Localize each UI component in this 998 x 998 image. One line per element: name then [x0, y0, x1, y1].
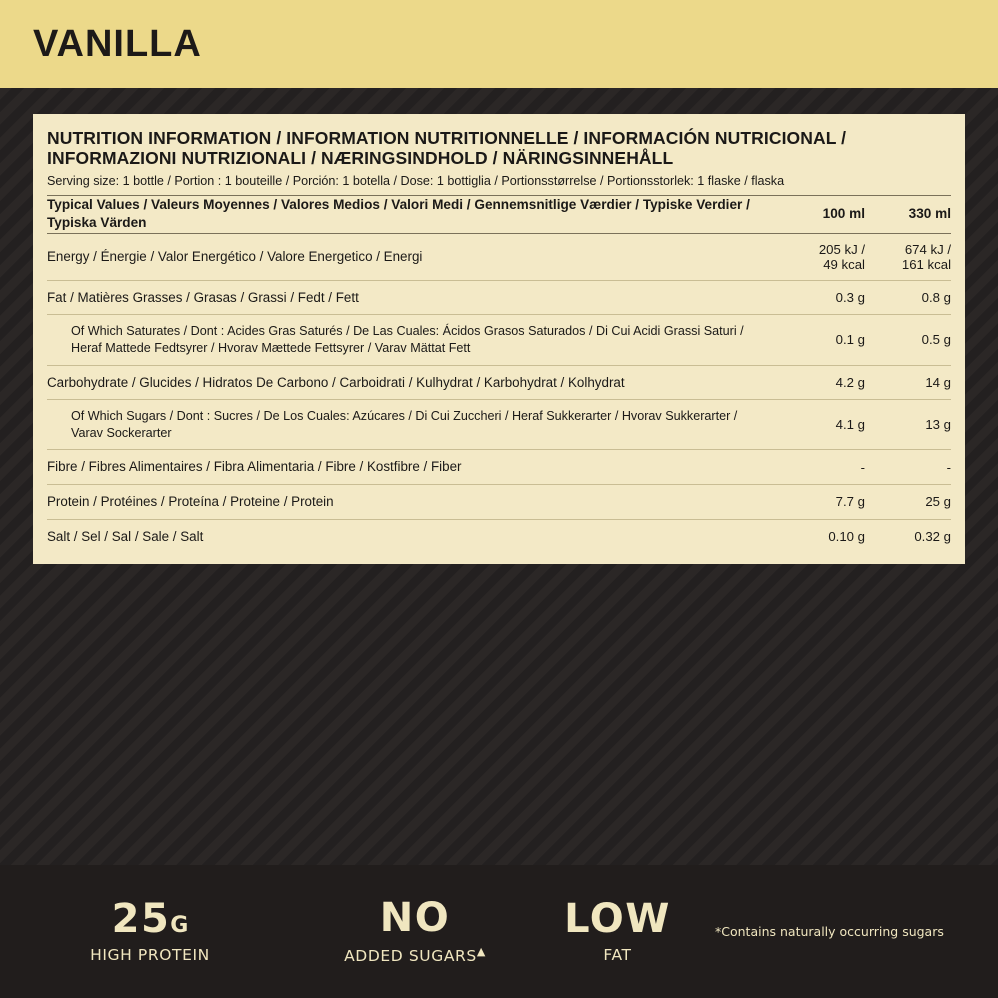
table-row	[47, 233, 951, 280]
claim-sugars-value: NO	[379, 894, 451, 941]
nutrient-value-100ml: 4.2 g	[779, 365, 865, 400]
table-header-row	[47, 195, 951, 233]
claim-added-sugars	[300, 894, 530, 966]
nutrient-label: Of Which Sugars / Dont : Sucres / De Los Cuales: Azúcares / Di Cui Zuccheri / Heraf Sukkerarter / Hvorav Sukkerarter / Varav Sockerarter	[47, 400, 779, 450]
serving-size: Serving size: 1 bottle / Portion : 1 bouteille / Porción: 1 botella / Dose: 1 bottiglia / Portionsstørrelse / Portionsstorlek: 1 flaske / flaska	[47, 173, 785, 188]
table-row	[47, 315, 951, 365]
table-row	[47, 450, 951, 485]
table-row	[47, 365, 951, 400]
claim-protein-number: 25	[111, 896, 171, 942]
column-header-330ml: 330 ml	[865, 195, 951, 233]
nutrient-label: Carbohydrate / Glucides / Hidratos De Carbono / Carboidrati / Kulhydrat / Karbohydrat / Kolhydrat	[47, 365, 779, 400]
nutrient-value-330ml: -	[865, 450, 951, 485]
nutrient-value-330ml: 14 g	[865, 365, 951, 400]
table-row	[47, 400, 951, 450]
nutrition-table	[47, 195, 951, 554]
nutrient-value-330ml: 0.8 g	[865, 280, 951, 315]
flavour-band	[0, 0, 998, 88]
nutrient-label: Protein / Protéines / Proteína / Proteine / Protein	[47, 485, 779, 520]
nutrient-value-100ml: -	[779, 450, 865, 485]
nutrient-value-330ml: 25 g	[865, 485, 951, 520]
nutrient-value-100ml	[779, 233, 865, 280]
claims-bar	[0, 865, 998, 998]
nutrient-label: Fibre / Fibres Alimentaires / Fibra Alimentaria / Fibre / Kostfibre / Fiber	[47, 450, 779, 485]
table-row	[47, 519, 951, 553]
nutrient-value-100ml: 0.10 g	[779, 519, 865, 553]
value-line-2: 161 kcal	[901, 256, 951, 272]
typical-values-label: Typical Values / Valeurs Moyennes / Valores Medios / Valori Medi / Gennemsnitlige Værdier / Typiske Verdier / Typiska Värden	[47, 195, 779, 233]
nutrient-value-100ml: 7.7 g	[779, 485, 865, 520]
nutrient-label: Energy / Énergie / Valor Energético / Valore Energetico / Energi	[47, 248, 423, 264]
nutrient-label: Salt / Sel / Sal / Sale / Salt	[47, 519, 779, 553]
footnote-marker-icon: ▲	[476, 944, 486, 958]
nutrient-value-330ml: 13 g	[865, 400, 951, 450]
value-line-2: 49 kcal	[823, 256, 865, 272]
column-header-100ml: 100 ml	[779, 195, 865, 233]
value-line-1: 205 kJ /	[818, 241, 865, 257]
nutrition-panel	[33, 114, 965, 564]
nutrient-value-100ml: 0.3 g	[779, 280, 865, 315]
table-row	[47, 485, 951, 520]
claims-footnote: *Contains naturally occurring sugars	[715, 923, 944, 939]
flavour-title: VANILLA	[33, 22, 202, 65]
claim-sugars-text: ADDED SUGARS	[344, 947, 477, 966]
claim-fat-value: LOW	[564, 896, 671, 942]
claim-protein	[0, 896, 300, 964]
nutrient-value-100ml: 0.1 g	[779, 315, 865, 365]
nutrient-label: Of Which Saturates / Dont : Acides Gras Saturés / De Las Cuales: Ácidos Grasos Saturados / Di Cui Acidi Grassi Saturi / Heraf Mattede Fedtsyrer / Hvorav Mættede Fettsyrer / Varav Mättat Fett	[47, 315, 779, 365]
claim-protein-value	[0, 896, 300, 942]
claim-fat-label: FAT	[603, 946, 632, 964]
claim-low-fat	[530, 896, 705, 964]
table-row	[47, 280, 951, 315]
claim-protein-label: HIGH PROTEIN	[90, 946, 210, 964]
value-line-1: 674 kJ /	[904, 241, 951, 257]
nutrient-value-100ml: 4.1 g	[779, 400, 865, 450]
claim-protein-unit: G	[170, 913, 189, 938]
claim-sugars-label	[300, 945, 530, 965]
nutrient-value-330ml: 0.32 g	[865, 519, 951, 553]
nutrition-heading: NUTRITION INFORMATION / INFORMATION NUTRITIONNELLE / INFORMACIÓN NUTRICIONAL / INFORMAZIONI NUTRIZIONALI / NÆRINGSINDHOLD / NÄRINGSINNEHÅLL	[47, 128, 847, 169]
nutrient-value-330ml	[865, 233, 951, 280]
nutrient-label: Fat / Matières Grasses / Grasas / Grassi / Fedt / Fett	[47, 280, 779, 315]
nutrient-value-330ml: 0.5 g	[865, 315, 951, 365]
